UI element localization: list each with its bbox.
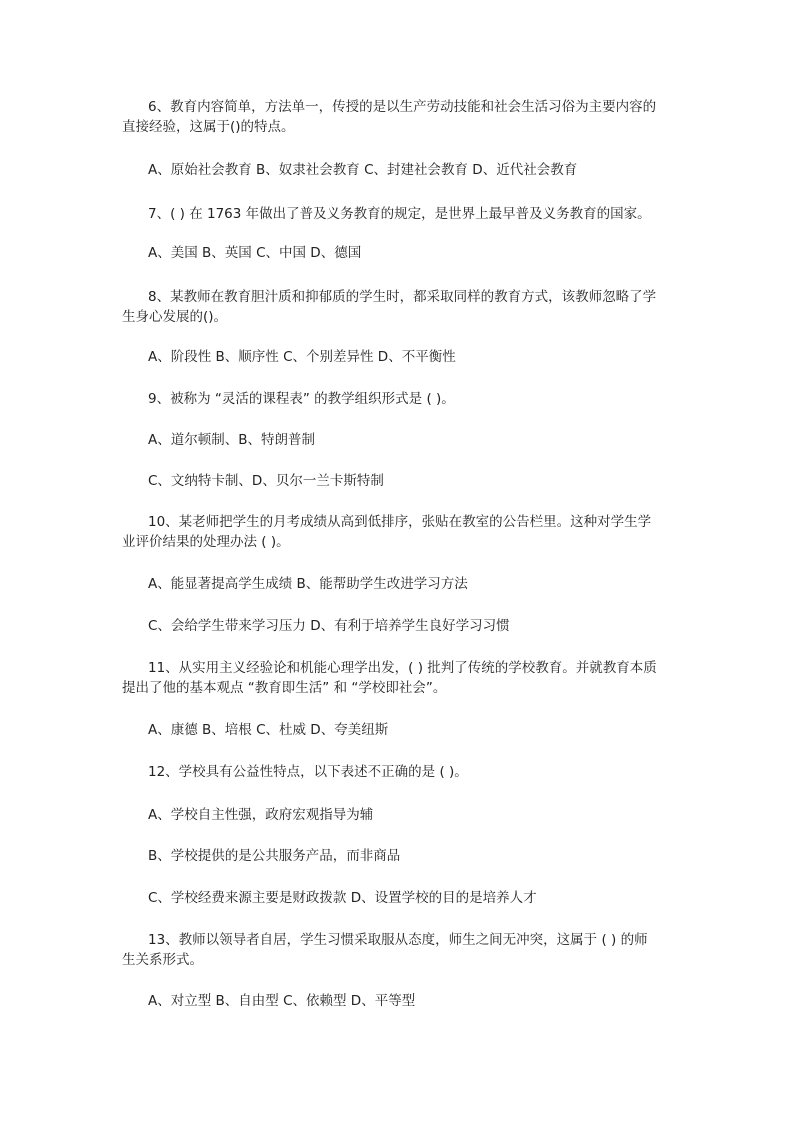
text-line: A、道尔顿制、B、特朗普制 (148, 432, 315, 448)
text-line: 11、从实用主义经验论和机能心理学出发，( ) 批判了传统的学校教育。并就教育本质 (148, 660, 657, 676)
text-line: 生身心发展的()。 (122, 309, 228, 325)
answer-options (122, 347, 682, 367)
answer-options (122, 574, 682, 594)
text-line: A、康德 B、培根 C、杜威 D、夸美纽斯 (148, 722, 389, 738)
answer-options (122, 991, 682, 1011)
text-line: 12、学校具有公益性特点，以下表述不正确的是 ( )。 (148, 764, 468, 780)
text-line: A、原始社会教育 B、奴隶社会教育 C、封建社会教育 D、近代社会教育 (148, 162, 578, 178)
answer-options (122, 430, 682, 450)
text-line: 8、某教师在教育胆汁质和抑郁质的学生时，都采取同样的教育方式，该教师忽略了学 (148, 289, 657, 305)
question-text (122, 930, 682, 970)
question-text (122, 97, 682, 137)
answer-options (122, 846, 682, 866)
text-line: 10、某老师把学生的月考成绩从高到低排序，张贴在教室的公告栏里。这种对学生学 (148, 514, 652, 530)
text-line: C、学校经费来源主要是财政拨款 D、设置学校的目的是培养人才 (148, 890, 537, 906)
answer-options (122, 805, 682, 825)
question-text (122, 658, 682, 698)
text-line: C、文纳特卡制、D、贝尔一兰卡斯特制 (148, 473, 384, 489)
text-line: 业评价结果的处理办法 ( )。 (122, 534, 290, 550)
text-line: A、能显著提高学生成绩 B、能帮助学生改进学习方法 (148, 576, 468, 592)
text-line: 9、被称为 “灵活的课程表” 的教学组织形式是 ( )。 (148, 391, 455, 407)
text-line: 7、( ) 在 1763 年做出了普及义务教育的规定，是世界上最早普及义务教育的国家。 (148, 206, 651, 222)
answer-options (122, 243, 682, 263)
text-line: A、学校自主性强，政府宏观指导为辅 (148, 807, 374, 823)
text-line: B、学校提供的是公共服务产品，而非商品 (148, 848, 401, 864)
answer-options (122, 720, 682, 740)
question-text (122, 762, 682, 782)
answer-options (122, 160, 682, 180)
question-text (122, 287, 682, 327)
question-text (122, 204, 682, 224)
text-line: 提出了他的基本观点 “教育即生活” 和 “学校即社会”。 (122, 680, 447, 696)
answer-options (122, 616, 682, 636)
text-line: 直接经验，这属于()的特点。 (122, 119, 295, 135)
text-line: 生关系形式。 (122, 952, 203, 968)
text-line: A、阶段性 B、顺序性 C、个别差异性 D、不平衡性 (148, 349, 456, 365)
answer-options (122, 888, 682, 908)
question-text (122, 512, 682, 552)
answer-options (122, 471, 682, 491)
question-text (122, 389, 682, 409)
text-line: C、会给学生带来学习压力 D、有利于培养学生良好学习习惯 (148, 618, 510, 634)
text-line: 13、教师以领导者自居，学生习惯采取服从态度，师生之间无冲突，这属于 ( ) 的师 (148, 932, 648, 948)
text-line: 6、教育内容简单，方法单一，传授的是以生产劳动技能和社会生活习俗为主要内容的 (148, 99, 657, 115)
text-line: A、美国 B、英国 C、中国 D、德国 (148, 245, 362, 261)
text-line: A、对立型 B、自由型 C、依赖型 D、平等型 (148, 993, 416, 1009)
